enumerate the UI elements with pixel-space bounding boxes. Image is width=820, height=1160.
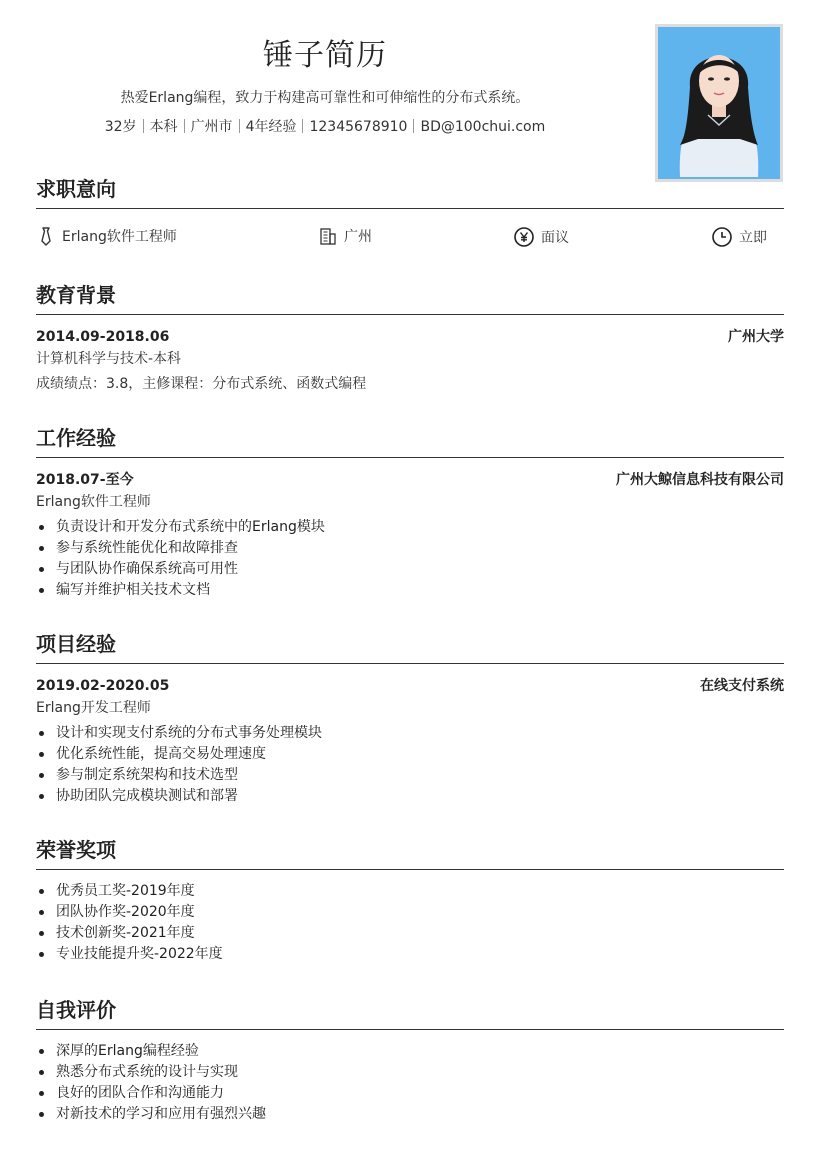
contact-line xyxy=(0,116,650,136)
work-header xyxy=(36,471,784,489)
tie-icon xyxy=(36,226,56,246)
education-school: 广州大学 xyxy=(728,329,784,345)
yen-icon xyxy=(513,226,535,248)
contact-age: 32岁 xyxy=(104,119,137,135)
education-period: 2014.09-2018.06 xyxy=(36,329,170,345)
contact-email[interactable]: BD@100chui.com xyxy=(420,119,546,135)
work-company: 广州大鲸信息科技有限公司 xyxy=(616,472,784,488)
list-item: 良好的团队合作和沟通能力 xyxy=(36,1083,784,1104)
work-period: 2018.07-至今 xyxy=(36,472,134,488)
intent-city-label: 广州 xyxy=(344,229,372,245)
intent-job xyxy=(36,226,177,246)
section-awards xyxy=(36,834,784,965)
divider xyxy=(413,119,414,133)
list-item: 专业技能提升奖-2022年度 xyxy=(36,944,784,965)
education-header xyxy=(36,328,784,346)
contact-phone[interactable]: 12345678910 xyxy=(309,119,408,135)
section-work xyxy=(36,422,784,601)
section-divider xyxy=(36,1029,784,1030)
section-intent xyxy=(36,173,784,252)
section-divider xyxy=(36,869,784,870)
section-title: 自我评价 xyxy=(36,998,116,1022)
section-divider xyxy=(36,314,784,315)
work-role: Erlang软件工程师 xyxy=(36,494,151,510)
list-item: 技术创新奖-2021年度 xyxy=(36,923,784,944)
intent-salary xyxy=(513,226,569,248)
portrait-illustration xyxy=(658,27,780,179)
section-divider xyxy=(36,208,784,209)
divider xyxy=(143,119,144,133)
profile-photo xyxy=(655,24,783,182)
list-item: 优秀员工奖-2019年度 xyxy=(36,881,784,902)
list-item: 负责设计和开发分布式系统中的Erlang模块 xyxy=(36,517,784,538)
list-item: 编写并维护相关技术文档 xyxy=(36,580,784,601)
divider xyxy=(239,119,240,133)
section-education xyxy=(36,279,784,393)
list-item: 对新技术的学习和应用有强烈兴趣 xyxy=(36,1104,784,1125)
list-item: 深厚的Erlang编程经验 xyxy=(36,1041,784,1062)
resume-name: 锤子简历 xyxy=(263,38,387,73)
intent-job-label: Erlang软件工程师 xyxy=(62,229,177,245)
divider xyxy=(302,119,303,133)
list-item: 参与系统性能优化和故障排查 xyxy=(36,538,784,559)
list-item: 团队协作奖-2020年度 xyxy=(36,902,784,923)
contact-experience: 4年经验 xyxy=(245,119,297,135)
resume-header xyxy=(0,0,820,180)
section-project xyxy=(36,628,784,807)
awards-list xyxy=(36,881,784,965)
list-item: 优化系统性能，提高交易处理速度 xyxy=(36,744,784,765)
contact-degree: 本科 xyxy=(149,119,178,135)
list-item: 参与制定系统架构和技术选型 xyxy=(36,765,784,786)
list-item: 与团队协作确保系统高可用性 xyxy=(36,559,784,580)
resume-tagline: 热爱Erlang编程，致力于构建高可靠性和可伸缩性的分布式系统。 xyxy=(120,90,530,106)
section-divider xyxy=(36,457,784,458)
section-title: 荣誉奖项 xyxy=(36,838,116,862)
section-title: 求职意向 xyxy=(36,177,116,201)
education-detail: 成绩绩点：3.8，主修课程：分布式系统、函数式编程 xyxy=(36,376,367,392)
project-duties xyxy=(36,723,784,807)
clock-icon xyxy=(711,226,733,248)
list-item: 熟悉分布式系统的设计与实现 xyxy=(36,1062,784,1083)
section-title: 工作经验 xyxy=(36,426,116,450)
self-evaluation-list xyxy=(36,1041,784,1125)
building-icon xyxy=(318,226,338,246)
project-header xyxy=(36,677,784,695)
section-divider xyxy=(36,663,784,664)
work-duties xyxy=(36,517,784,601)
section-title: 教育背景 xyxy=(36,283,116,307)
intent-row xyxy=(36,214,784,252)
list-item: 协助团队完成模块测试和部署 xyxy=(36,786,784,807)
intent-city xyxy=(318,226,372,246)
intent-availability xyxy=(711,226,767,248)
project-role: Erlang开发工程师 xyxy=(36,700,151,716)
section-self-evaluation xyxy=(36,994,784,1125)
contact-city: 广州市 xyxy=(190,119,233,135)
divider xyxy=(184,119,185,133)
intent-salary-label: 面议 xyxy=(541,230,569,246)
section-title: 项目经验 xyxy=(36,632,116,656)
project-period: 2019.02-2020.05 xyxy=(36,678,170,694)
education-major: 计算机科学与技术-本科 xyxy=(36,351,182,367)
list-item: 设计和实现支付系统的分布式事务处理模块 xyxy=(36,723,784,744)
project-name: 在线支付系统 xyxy=(700,678,784,694)
intent-availability-label: 立即 xyxy=(739,230,767,246)
